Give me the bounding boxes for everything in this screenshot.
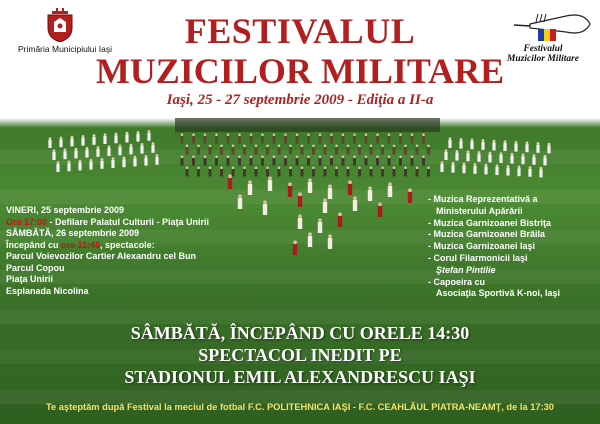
musician-figure: [284, 134, 287, 144]
musician-figure: [67, 161, 70, 172]
musician-figure: [365, 156, 368, 166]
musician-figure: [517, 166, 520, 177]
musician-figure: [255, 145, 258, 155]
musician-figure: [248, 180, 252, 195]
musician-figure: [308, 232, 312, 247]
musician-figure: [370, 145, 373, 155]
musician-figure: [376, 156, 379, 166]
musician-figure: [506, 165, 509, 176]
musician-figure: [243, 167, 246, 177]
musician-figure: [215, 156, 218, 166]
musician-figure: [347, 145, 350, 155]
musician-figure: [451, 162, 454, 173]
musician-figure: [528, 166, 531, 177]
musician-figure: [408, 188, 412, 203]
musician-figure: [481, 139, 484, 150]
musician-figure: [111, 157, 114, 168]
musician-figure: [521, 154, 524, 165]
musician-figure: [328, 234, 332, 249]
musician-figure: [238, 156, 241, 166]
musician-figure: [118, 145, 121, 156]
day2-title: SÂMBĂTĂ, 26 septembrie 2009: [6, 228, 140, 238]
musician-figure: [89, 159, 92, 170]
musician-figure: [220, 145, 223, 155]
musician-figure: [342, 134, 345, 144]
musician-figure: [330, 134, 333, 144]
city-hall-label: Primăria Municipiului Iaşi: [17, 44, 112, 54]
musician-figure: [261, 134, 264, 144]
musician-figure: [318, 218, 322, 233]
musician-figure: [220, 167, 223, 177]
musician-figure: [365, 134, 368, 144]
musician-figure: [289, 145, 292, 155]
day2-intro: Începând cu ora 11:45, spectacole:: [6, 239, 155, 250]
musician-figure: [273, 156, 276, 166]
musician-figure: [404, 145, 407, 155]
musician-figure: [266, 167, 269, 177]
musician-figure: [404, 167, 407, 177]
musician-figure: [197, 167, 200, 177]
musician-figure: [539, 167, 542, 178]
musician-figure: [147, 130, 150, 141]
musician-figure: [353, 156, 356, 166]
musician-figure: [427, 167, 430, 177]
musician-figure: [543, 155, 546, 166]
musician-figure: [288, 182, 292, 197]
musician-figure: [503, 140, 506, 151]
musician-figure: [268, 176, 272, 191]
musician-figure: [181, 156, 184, 166]
musician-figure: [307, 156, 310, 166]
stage-backdrop: [175, 118, 440, 132]
musician-figure: [308, 178, 312, 193]
musician-figure: [347, 167, 350, 177]
musician-figure: [81, 135, 84, 146]
musician-figure: [440, 161, 443, 172]
musician-figure: [312, 167, 315, 177]
musician-figure: [455, 150, 458, 161]
musician-figure: [186, 145, 189, 155]
musician-figure: [393, 167, 396, 177]
musician-figure: [328, 184, 332, 199]
musician-figure: [324, 145, 327, 155]
participant-item: Ştefan Pintilie: [436, 264, 496, 275]
participant-item: Ministerului Apărării: [436, 205, 523, 216]
musician-figure: [312, 145, 315, 155]
musician-figure: [133, 156, 136, 167]
musician-figure: [192, 134, 195, 144]
musician-figure: [301, 167, 304, 177]
musician-figure: [140, 143, 143, 154]
musician-figure: [100, 158, 103, 169]
musician-figure: [370, 167, 373, 177]
musician-figure: [358, 167, 361, 177]
musician-figure: [416, 167, 419, 177]
musician-figure: [232, 145, 235, 155]
musician-figure: [136, 131, 139, 142]
musician-figure: [399, 134, 402, 144]
main-announcement: SÂMBĂTĂ, ÎNCEPÂND CU ORELE 14:30 SPECTACOL INEDIT PE STADIONUL EMIL ALEXANDRESCU IAŞI: [124, 323, 476, 387]
musician-figure: [492, 140, 495, 151]
musician-figure: [473, 163, 476, 174]
musician-figure: [422, 156, 425, 166]
musician-figure: [59, 137, 62, 148]
musician-figure: [399, 156, 402, 166]
musician-figure: [250, 156, 253, 166]
day1-line: [6, 217, 306, 229]
musician-figure: [261, 156, 264, 166]
musician-figure: [319, 134, 322, 144]
musician-figure: [144, 155, 147, 166]
musician-figure: [181, 134, 184, 144]
musician-figure: [266, 145, 269, 155]
musician-figure: [444, 149, 447, 160]
musician-figure: [378, 202, 382, 217]
day1-time: Ora 17:00: [6, 216, 48, 227]
musician-figure: [238, 134, 241, 144]
musician-figure: [353, 196, 357, 211]
schedule-block: [6, 205, 306, 297]
musician-figure: [125, 132, 128, 143]
musician-figure: [388, 134, 391, 144]
musician-figure: [427, 145, 430, 155]
musician-figure: [74, 148, 77, 159]
participant-item: - Muzica Garnizoanei Bistriţa: [428, 217, 552, 228]
musician-figure: [330, 156, 333, 166]
musician-figure: [319, 156, 322, 166]
musician-figure: [289, 167, 292, 177]
musician-figure: [227, 134, 230, 144]
musician-figure: [388, 156, 391, 166]
musician-figure: [155, 154, 158, 165]
musician-figure: [470, 139, 473, 150]
musician-figure: [459, 138, 462, 149]
musician-figure: [284, 156, 287, 166]
musician-figure: [96, 146, 99, 157]
musician-figure: [192, 156, 195, 166]
venue-item: Parcul Copou: [6, 262, 65, 273]
musician-figure: [114, 133, 117, 144]
festival-logo-label: Festivalul Muzicilor Militare: [506, 44, 580, 64]
musician-figure: [342, 156, 345, 166]
participant-item: - Corul Filarmonicii Iaşi: [428, 252, 528, 263]
musician-figure: [484, 164, 487, 175]
participant-item: - Muzica Garnizoanei Brăila: [428, 229, 546, 240]
musician-figure: [477, 151, 480, 162]
musician-figure: [358, 145, 361, 155]
participant-item: Asociaţia Sportivă K-noi, Iaşi: [436, 288, 561, 299]
musician-figure: [151, 142, 154, 153]
musician-figure: [70, 136, 73, 147]
musician-figure: [255, 167, 258, 177]
musician-figure: [129, 144, 132, 155]
musician-figure: [273, 134, 276, 144]
participant-item: - Capoeira cu: [428, 276, 486, 287]
musician-figure: [92, 134, 95, 145]
musician-figure: [335, 167, 338, 177]
participants-list: [428, 194, 598, 300]
musician-figure: [388, 182, 392, 197]
musician-figure: [103, 133, 106, 144]
musician-figure: [52, 149, 55, 160]
venue-item: Piaţa Unirii: [6, 274, 54, 284]
musician-figure: [353, 134, 356, 144]
festival-dates: Iaşi, 25 - 27 septembrie 2009 - Ediţia a II-a: [166, 92, 434, 108]
festival-title-line2: MUZICILOR MILITARE: [95, 51, 505, 91]
musician-figure: [514, 141, 517, 152]
musician-figure: [324, 167, 327, 177]
musician-figure: [278, 167, 281, 177]
musician-figure: [525, 142, 528, 153]
musician-figure: [536, 142, 539, 153]
musician-figure: [462, 163, 465, 174]
musician-figure: [209, 145, 212, 155]
musician-figure: [48, 137, 51, 148]
football-match-note: Te aşteptăm după Festival la meciul de fotbal F.C. POLITEHNICA IAŞI - F.C. CEAHLĂUL PIATRA-NEAMŢ, de la 17:30: [46, 402, 554, 412]
musician-figure: [499, 152, 502, 163]
day1-event: - Defilare Palatul Culturii - Piaţa Unirii: [47, 216, 210, 227]
musician-figure: [422, 134, 425, 144]
musician-figure: [296, 156, 299, 166]
musician-figure: [78, 160, 81, 171]
musician-figure: [227, 156, 230, 166]
venue-item: Esplanada Nicolina: [6, 285, 89, 296]
musician-figure: [532, 154, 535, 165]
musician-figure: [278, 145, 281, 155]
musician-figure: [376, 134, 379, 144]
musician-figure: [228, 174, 232, 189]
musician-figure: [56, 161, 59, 172]
musician-figure: [301, 145, 304, 155]
festival-title-line1: FESTIVALUL: [184, 11, 416, 51]
musician-figure: [209, 167, 212, 177]
musician-figure: [204, 134, 207, 144]
musician-figure: [510, 153, 513, 164]
musician-figure: [63, 149, 66, 160]
musician-figure: [107, 145, 110, 156]
musician-figure: [393, 145, 396, 155]
musician-figure: [411, 134, 414, 144]
participant-item: - Muzica Garnizoanei Iaşi: [428, 241, 536, 252]
musician-figure: [250, 134, 253, 144]
musician-figure: [547, 143, 550, 154]
venue-item: Parcul Voievozilor Cartier Alexandru cel Bun: [6, 251, 197, 261]
musician-figure: [411, 156, 414, 166]
musician-figure: [448, 137, 451, 148]
musician-figure: [243, 145, 246, 155]
musician-figure: [307, 134, 310, 144]
musician-figure: [122, 157, 125, 168]
musician-figure: [215, 134, 218, 144]
musician-figure: [186, 167, 189, 177]
musician-figure: [204, 156, 207, 166]
musician-figure: [323, 198, 327, 213]
musician-figure: [381, 145, 384, 155]
musician-figure: [466, 151, 469, 162]
participant-item: - Muzica Reprezentativă a: [428, 194, 538, 204]
day1-title: VINERI, 25 septembrie 2009: [6, 205, 125, 215]
musician-figure: [488, 152, 491, 163]
musician-figure: [368, 186, 372, 201]
musician-figure: [335, 145, 338, 155]
musician-figure: [416, 145, 419, 155]
musician-figure: [85, 147, 88, 158]
musician-figure: [495, 164, 498, 175]
musician-figure: [197, 145, 200, 155]
musician-figure: [381, 167, 384, 177]
musician-figure: [348, 180, 352, 195]
musician-figure: [338, 212, 342, 227]
musician-figure: [296, 134, 299, 144]
musician-figure: [232, 167, 235, 177]
